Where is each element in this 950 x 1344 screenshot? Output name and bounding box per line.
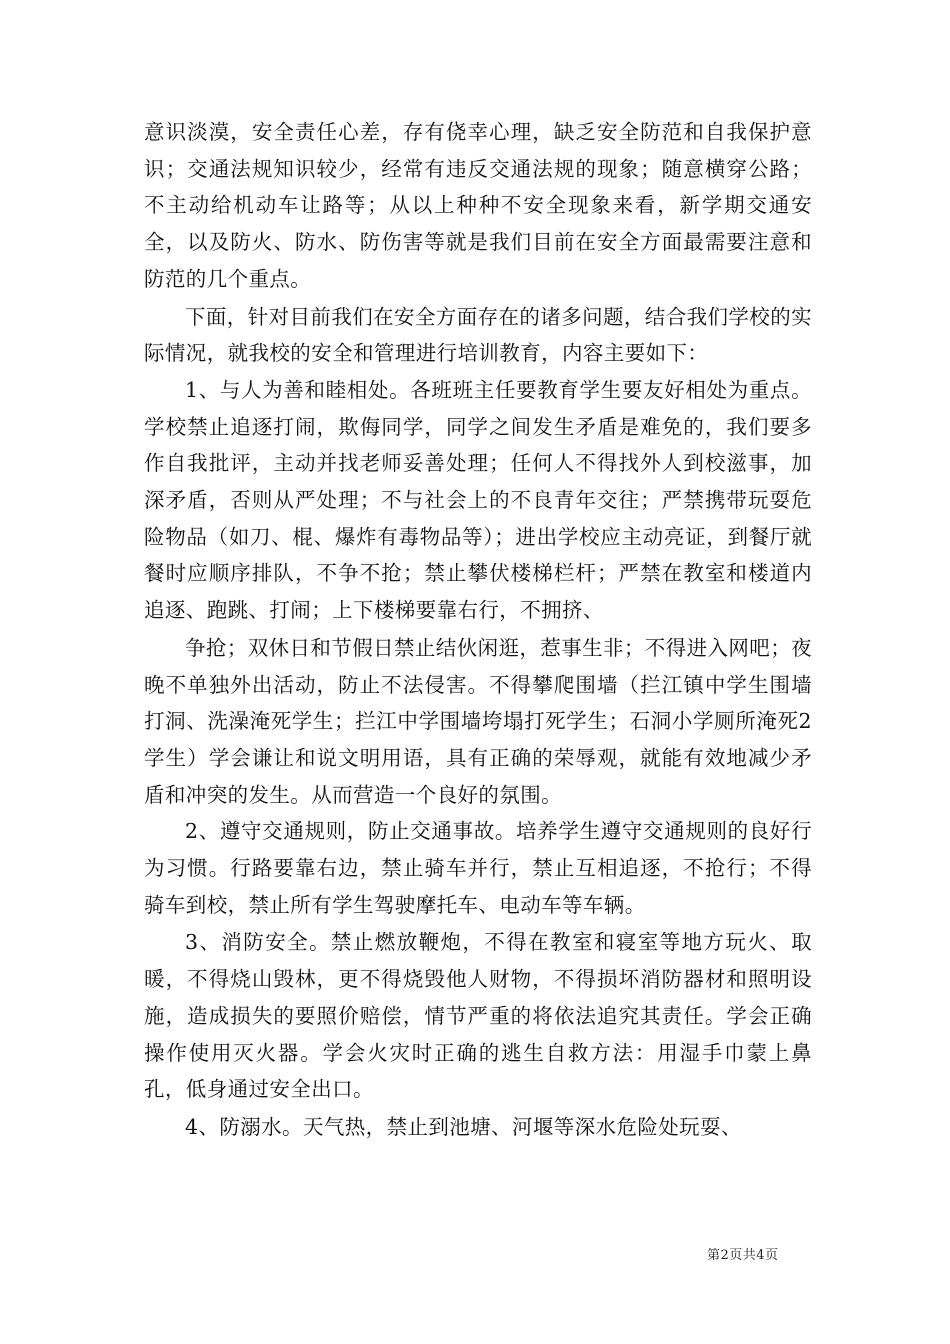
paragraph-item-3: 3、消防安全。禁止燃放鞭炮，不得在教室和寝室等地方玩火、取暖，不得烧山毁林，更不得烧毁他人财物，不得损坏消防器材和照明设施，造成损失的要照价赔偿，情节严重的将依法追究其责任。学会正确操作使用灭火器。学会火灾时正确的逃生自救方法：用湿手巾蒙上鼻孔，低身通过安全出口。 [144, 930, 812, 1102]
paragraph-item-1-continued: 争抢；双休日和节假日禁止结伙闲逛，惹事生非；不得进入网吧；夜晚不单独外出活动，防止不法侵害。不得攀爬围墙（拦江镇中学生围墙打洞、洗澡淹死学生；拦江中学围墙垮塌打死学生；石洞小学厕所淹死2学生）学会谦让和说文明用语，具有正确的荣辱观，就能有效地减少矛盾和冲突的发生。从而营造一个良好的氛围。 [144, 635, 812, 807]
paragraph-item-2: 2、遵守交通规则，防止交通事故。培养学生遵守交通规则的良好行为习惯。行路要靠右边，禁止骑车并行，禁止互相追逐，不抢行；不得骑车到校，禁止所有学生驾驶摩托车、电动车等车辆。 [144, 819, 812, 917]
paragraph-item-1: 1、与人为善和睦相处。各班班主任要教育学生要友好相处为重点。学校禁止追逐打闹，欺侮同学，同学之间发生矛盾是难免的，我们要多作自我批评，主动并找老师妥善处理；任何人不得找外人到校滋事，加深矛盾，否则从严处理；不与社会上的不良青年交往；严禁携带玩耍危险物品（如刀、棍、爆炸有毒物品等）；进出学校应主动亮证，到餐厅就餐时应顺序排队，不争不抢；禁止攀伏楼梯栏杆；严禁在教室和楼道内追逐、跑跳、打闹；上下楼梯要靠右行，不拥挤、 [144, 377, 812, 623]
page-number-footer: 第2页共4页 [707, 1248, 779, 1263]
paragraph-intro: 下面，针对目前我们在安全方面存在的诸多问题，结合我们学校的实际情况，就我校的安全和管理进行培训教育，内容主要如下： [144, 304, 812, 366]
paragraph-item-4: 4、防溺水。天气热，禁止到池塘、河堰等深水危险处玩耍、 [185, 1114, 742, 1139]
paragraph-continuation: 意识淡漠，安全责任心差，存有侥幸心理，缺乏安全防范和自我保护意识；交通法规知识较少，经常有违反交通法规的现象；随意横穿公路；不主动给机动车让路等；从以上种种不安全现象来看，新学期交通安全，以及防火、防水、防伤害等就是我们目前在安全方面最需要注意和防范的几个重点。 [144, 120, 812, 291]
document-body [144, 114, 812, 1146]
